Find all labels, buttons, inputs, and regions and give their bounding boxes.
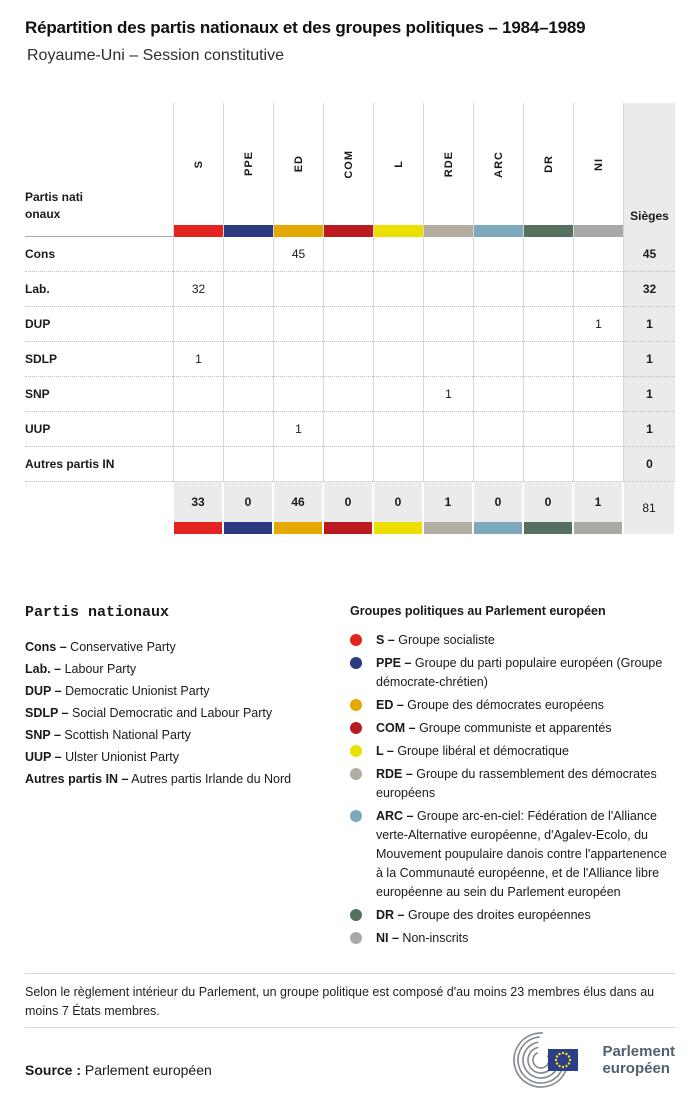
group-header-wrap [474,103,523,225]
group-color-dot [350,810,362,822]
group-color-bar [474,225,523,237]
matrix-value-cell [373,237,423,272]
matrix-value-cell [523,237,573,272]
matrix-value-cell [273,342,323,377]
matrix-value-cell [323,237,373,272]
group-code-label: L [392,160,405,168]
matrix-value-cell: 1 [423,377,473,412]
group-color-bar [574,522,622,534]
matrix-value-cell [573,342,623,377]
page-title: Répartition des partis nationaux et des groupes politiques – 1984–1989 [25,18,586,37]
logo-line2: européen [602,1060,670,1077]
matrix-value-cell [223,342,273,377]
group-color-dot [350,768,362,780]
matrix-value-cell [173,237,223,272]
group-header-wrap [224,103,273,225]
logo-line1: Parlement [602,1043,675,1060]
matrix-value-cell [223,412,273,447]
matrix-value-cell [423,447,473,482]
source-label: Source : [25,1062,82,1078]
matrix-value-cell [523,412,573,447]
legend-political-groups [350,604,672,952]
totals-cell [173,482,223,534]
totals-value: 0 [474,482,522,522]
group-abbr: L – [376,744,394,758]
seats-value-cell: 1 [623,377,675,412]
matrix-value-cell [473,237,523,272]
political-group-legend-item: PPE – Groupe du parti populaire européen (Groupe démocrate-chrétien) [350,654,672,692]
totals-value: 46 [274,482,322,522]
parliament-hemicycle-icon [497,1032,593,1088]
matrix-value-cell [373,307,423,342]
seats-value-cell: 32 [623,272,675,307]
matrix-value-cell [223,272,273,307]
group-color-dot [350,699,362,711]
source-line [25,1062,212,1078]
seats-value-cell: 45 [623,237,675,272]
matrix-value-cell: 1 [573,307,623,342]
totals-value: 0 [524,482,572,522]
group-code-label: PPE [242,151,255,177]
party-row-label: Cons [25,237,173,272]
political-group-legend-item: ARC – Groupe arc-en-ciel: Fédération de l'Alliance verte-Alternative européenne, d'Agalev-Ecolo, du Mouvement poupulaire danois contre l'appartenence à la Communauté européenne, et de l'Alliance libre européenne au sein du Parlement européen [350,807,672,902]
matrix-value-cell [373,272,423,307]
group-column-header [173,103,223,237]
group-abbr: ED – [376,698,404,712]
group-color-bar [374,522,422,534]
political-group-legend-item: DR – Groupe des droites européennes [350,906,672,925]
national-party-legend-item: DUP – Democratic Unionist Party [25,684,210,698]
political-group-legend-item: COM – Groupe communiste et apparentés [350,719,672,738]
matrix-value-cell [573,237,623,272]
matrix-value-cell [273,272,323,307]
party-row-label: SNP [25,377,173,412]
matrix-value-cell [473,377,523,412]
party-abbr: Lab. – [25,662,62,676]
group-abbr: PPE – [376,656,412,670]
totals-empty-cell [25,482,173,534]
totals-value: 0 [224,482,272,522]
matrix-value-cell [273,377,323,412]
matrix-value-cell [373,377,423,412]
matrix-value-cell [323,307,373,342]
group-header-wrap [324,103,373,225]
party-row-label: Autres partis IN [25,447,173,482]
national-party-legend-item: SNP – Scottish National Party [25,728,191,742]
group-code-label: COM [342,149,355,179]
divider-top [25,973,675,974]
group-code-label: DR [542,155,555,173]
totals-cell [323,482,373,534]
matrix-value-cell [223,237,273,272]
divider-bottom [25,1027,675,1028]
group-color-bar [224,225,273,237]
matrix-value-cell [423,272,473,307]
matrix-value-cell [473,307,523,342]
group-color-bar [324,225,373,237]
european-parliament-logo [497,1032,675,1088]
group-code-label: S [192,159,205,169]
group-column-header [473,103,523,237]
national-party-legend-item: Autres partis IN – Autres partis Irlande du Nord [25,772,292,786]
totals-value: 0 [374,482,422,522]
legend-national-parties-heading: Partis nationaux [25,604,170,621]
matrix-value-cell [423,237,473,272]
group-code-label: ARC [492,150,505,178]
political-group-legend-item: S – Groupe socialiste [350,631,672,650]
party-abbr: UUP – [25,750,62,764]
matrix-value-cell [173,447,223,482]
group-code-label: NI [592,157,605,171]
seats-value-cell: 1 [623,307,675,342]
group-color-dot [350,657,362,669]
party-row-label: Lab. [25,272,173,307]
group-color-bar [574,225,623,237]
party-row-label: DUP [25,307,173,342]
matrix-value-cell [223,377,273,412]
totals-seats-cell [623,482,675,534]
political-group-legend-item: L – Groupe libéral et démocratique [350,742,672,761]
group-column-header [423,103,473,237]
group-color-bar [174,225,223,237]
matrix-value-cell [473,272,523,307]
group-header-wrap [374,103,423,225]
group-code-label: RDE [442,150,455,178]
party-abbr: DUP – [25,684,62,698]
group-abbr: DR – [376,908,405,922]
seats-value-cell: 1 [623,412,675,447]
group-color-dot [350,634,362,646]
group-column-header [573,103,623,237]
totals-cell [523,482,573,534]
totals-value: 1 [574,482,622,522]
totals-value: 0 [324,482,372,522]
group-header-wrap [524,103,573,225]
group-color-bar [324,522,372,534]
matrix-value-cell [223,447,273,482]
totals-cell [273,482,323,534]
matrix-value-cell [173,377,223,412]
legend-national-parties [25,604,325,790]
group-abbr: ARC – [376,809,414,823]
group-abbr: COM – [376,721,416,735]
matrix-value-cell [523,307,573,342]
group-color-bar [224,522,272,534]
totals-cell [373,482,423,534]
group-color-bar [424,225,473,237]
matrix-value-cell [323,272,373,307]
party-abbr: SDLP – [25,706,69,720]
matrix-value-cell [473,342,523,377]
totals-cell [573,482,623,534]
legend-political-groups-items [350,631,672,948]
group-code-label: ED [292,155,305,173]
party-abbr: Autres partis IN – [25,772,129,786]
legend-political-groups-heading: Groupes politiques au Parlement européen [350,604,606,618]
totals-cell [473,482,523,534]
group-color-bar [374,225,423,237]
matrix-value-cell [373,342,423,377]
page-subtitle: Royaume-Uni – Session constitutive [27,47,285,64]
group-column-header [523,103,573,237]
national-party-legend-item: Cons – Conservative Party [25,640,176,654]
group-color-dot [350,909,362,921]
matrix-value-cell [373,412,423,447]
totals-seats-value: 81 [624,482,674,534]
political-group-legend-item: RDE – Groupe du rassemblement des démocrates européens [350,765,672,803]
footnote-text: Selon le règlement intérieur du Parlement, un groupe politique est composé d'au moins 23 membres élus dans au moins 7 États membres. [25,985,655,1018]
group-color-dot [350,722,362,734]
matrix-value-cell [523,377,573,412]
group-column-header [273,103,323,237]
matrix-value-cell: 1 [173,342,223,377]
matrix-value-cell [273,307,323,342]
party-abbr: Cons – [25,640,67,654]
group-column-header [373,103,423,237]
matrix-value-cell: 1 [273,412,323,447]
matrix-value-cell: 32 [173,272,223,307]
matrix-value-cell [323,447,373,482]
totals-value: 1 [424,482,472,522]
totals-cell [423,482,473,534]
matrix-value-cell [223,307,273,342]
matrix-value-cell [323,342,373,377]
national-party-legend-item: SDLP – Social Democratic and Labour Party [25,706,273,720]
group-color-bar [474,522,522,534]
group-color-bar [424,522,472,534]
group-color-bar [274,225,323,237]
party-row-label: SDLP [25,342,173,377]
matrix-value-cell [273,447,323,482]
group-abbr: NI – [376,931,399,945]
matrix-value-cell [473,412,523,447]
group-color-bar [524,225,573,237]
matrix-value-cell [573,412,623,447]
seats-matrix-table [25,103,675,534]
party-row-label: UUP [25,412,173,447]
group-color-bar [174,522,222,534]
group-color-dot [350,932,362,944]
matrix-value-cell [423,412,473,447]
matrix-value-cell [173,307,223,342]
group-color-dot [350,745,362,757]
group-header-wrap [274,103,323,225]
matrix-value-cell [173,412,223,447]
political-group-legend-item: NI – Non-inscrits [350,929,672,948]
source-value: Parlement européen [84,1062,212,1078]
matrix-value-cell: 45 [273,237,323,272]
group-column-header [323,103,373,237]
seats-value-cell: 0 [623,447,675,482]
matrix-value-cell [323,412,373,447]
group-header-wrap [574,103,623,225]
party-abbr: SNP – [25,728,61,742]
matrix-value-cell [373,447,423,482]
group-header-wrap [174,103,223,225]
political-group-legend-item: ED – Groupe des démocrates européens [350,696,672,715]
group-abbr: RDE – [376,767,413,781]
seats-value-cell: 1 [623,342,675,377]
corner-label: Partis nationaux [25,190,84,221]
national-party-legend-item: Lab. – Labour Party [25,662,137,676]
matrix-value-cell [523,342,573,377]
national-party-legend-item: UUP – Ulster Unionist Party [25,750,179,764]
group-header-wrap [424,103,473,225]
legend-national-parties-items [25,636,325,790]
group-color-bar [524,522,572,534]
group-column-header [223,103,273,237]
group-abbr: S – [376,633,395,647]
logo-wordmark [602,1043,675,1077]
totals-value: 33 [174,482,222,522]
seats-column-header: Sièges [623,103,675,237]
matrix-value-cell [423,342,473,377]
matrix-value-cell [573,377,623,412]
matrix-value-cell [573,447,623,482]
matrix-value-cell [323,377,373,412]
matrix-value-cell [473,447,523,482]
totals-cell [223,482,273,534]
matrix-value-cell [573,272,623,307]
matrix-value-cell [423,307,473,342]
table-corner-cell [25,103,173,237]
group-color-bar [274,522,322,534]
matrix-value-cell [523,447,573,482]
matrix-value-cell [523,272,573,307]
